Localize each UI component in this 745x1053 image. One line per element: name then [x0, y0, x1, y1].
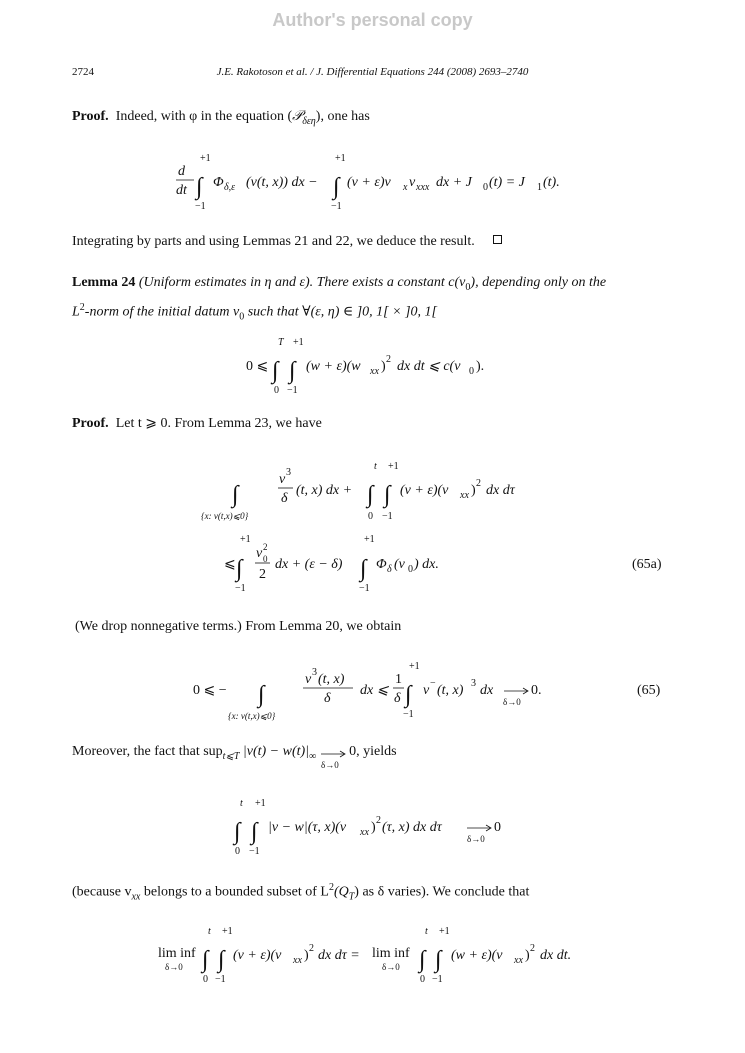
eqL-body2: )	[381, 359, 386, 374]
eqL-sup: 2	[386, 354, 391, 365]
integral-sign: ∫	[289, 358, 296, 384]
eqM-sub: xx	[360, 827, 369, 838]
eq65a-phi-arg: (v	[394, 557, 405, 572]
sentence-3-b: |v(t) − w(t)|	[242, 744, 310, 759]
eq65a-t-lower: 0	[368, 511, 373, 522]
integral-sign: ∫	[218, 947, 225, 973]
eq65-rhs-pow: 3	[471, 678, 476, 689]
eq65a-x-upper-3: +1	[364, 534, 375, 545]
watermark: Author's personal copy	[272, 10, 473, 30]
eq65a-x-lower: −1	[382, 511, 393, 522]
eqM-body2: )	[371, 820, 376, 835]
lemma-line2: -norm of the initial datum v	[84, 304, 240, 320]
eq65a-t-upper: t	[374, 461, 377, 472]
eq65a-mid: dx + (ε − δ)	[275, 557, 343, 572]
eqZ-liminf-1: lim inf	[158, 946, 196, 961]
eqZ-lhs-tail: dx dτ =	[318, 948, 360, 963]
eq65-x-lower: −1	[403, 709, 414, 720]
eqL-tail-sub: 0	[469, 366, 474, 377]
proof-1-after: ), one has	[315, 109, 370, 124]
equation-65	[0, 656, 745, 724]
integral-sign: ∫	[196, 174, 203, 200]
sentence-3-sub: t⩽T	[222, 750, 240, 762]
proof-1-before: Indeed, with φ in the equation (	[115, 109, 293, 124]
eq1-dt: dt	[176, 183, 187, 198]
eq65a-num: v	[279, 472, 286, 487]
eqZ-t-upper-2: t	[425, 926, 428, 937]
eq65a-frac2-sub: 0	[263, 554, 268, 564]
eqZ-t-lower-2: 0	[420, 974, 425, 985]
equation-1	[0, 148, 745, 214]
eqZ-rhs-sub: xx	[514, 955, 523, 966]
sentence-2: (We drop nonnegative terms.) From Lemma 20, we obtain	[75, 619, 402, 634]
limit-arrow-inline	[320, 742, 346, 770]
eq65a-rhs1-sup: 2	[476, 478, 481, 489]
sentence-4-d: ) as δ varies). We conclude that	[354, 884, 530, 900]
eqM-t-upper: t	[240, 798, 243, 809]
eq65-mid: dx ⩽	[360, 683, 389, 698]
arrow-icon	[320, 744, 346, 772]
eq65a-phi-end: ) dx.	[414, 557, 439, 572]
eqL-x-upper: +1	[293, 337, 304, 348]
sentence-4-c: (Q	[333, 884, 349, 900]
eq65a-num-sup: 3	[286, 467, 291, 478]
eq65-rhs: v	[423, 683, 430, 698]
eq65-limit-sub: δ→0	[503, 697, 521, 707]
eqZ-rhs-body: (w + ε)(v	[451, 948, 503, 963]
eq65a-phi: Φ	[376, 557, 387, 572]
eqM-body: |v − w|(τ, x)(v	[268, 820, 347, 835]
equation-number-65a: (65a)	[632, 557, 662, 572]
eqZ-lim-sub-1: δ→0	[165, 962, 183, 972]
integral-sign: ∫	[435, 947, 442, 973]
eqM-lim: δ→0	[467, 834, 485, 844]
integral-sign: ∫	[202, 947, 209, 973]
eqZ-t-upper-1: t	[208, 926, 211, 937]
eq1-j0-sub: 0	[483, 182, 488, 193]
sentence-1: Integrating by parts and using Lemmas 21 and 22, we deduce the result.	[72, 234, 475, 249]
eqZ-lhs-body: (v + ε)(v	[233, 948, 282, 963]
eq1-j1-arg: (t).	[543, 175, 560, 190]
eq1-phi: Φ	[213, 175, 224, 190]
lemma-sub0: 0	[465, 281, 471, 293]
lemma-label: Lemma 24	[72, 275, 136, 290]
eq65a-frac2-num: v	[256, 546, 263, 561]
eq65-num: v	[305, 672, 312, 687]
eqZ-lhs-sup: 2	[309, 943, 314, 954]
eqZ-rhs-end: )	[525, 948, 530, 963]
eq1-term2-sub2: xxx	[416, 182, 430, 193]
eqZ-x-lower-1: −1	[215, 974, 226, 985]
equation-last	[0, 921, 745, 985]
eq1-lower-2: −1	[331, 201, 342, 212]
lemma-italic-1: (Uniform estimates in η and ε). There exists a constant c(v	[138, 275, 466, 290]
integral-sign: ∫	[384, 482, 391, 508]
eqZ-x-upper-1: +1	[222, 926, 233, 937]
sentence-4-b: belongs to a bounded subset of L	[140, 884, 329, 900]
eqZ-x-upper-2: +1	[439, 926, 450, 937]
eqZ-x-lower-2: −1	[432, 974, 443, 985]
eqM-end: 0	[494, 820, 501, 835]
eqZ-rhs-sup: 2	[530, 943, 535, 954]
eq1-j0-arg: (t) = J	[489, 175, 525, 190]
eqZ-lim-sub-2: δ→0	[382, 962, 400, 972]
eqL-body: (w + ε)(w	[306, 359, 361, 374]
integral-sign: ∫	[234, 819, 241, 845]
eqL-tail-end: ).	[476, 359, 485, 374]
integral-sign: ∫	[236, 556, 243, 582]
sentence-4-sub2: T	[348, 891, 355, 903]
eq1-phi-arg: (v(t, x)) dx −	[246, 175, 318, 190]
eqZ-lhs-sub: xx	[293, 955, 302, 966]
integral-sign: ∫	[272, 358, 279, 384]
eq1-d: d	[178, 164, 185, 179]
eqL-t-lower: 0	[274, 385, 279, 396]
eq65-lhs: 0 ⩽ −	[193, 683, 227, 698]
sentence-3-c: 0, yields	[349, 744, 397, 759]
sentence-3-lim: δ→0	[320, 760, 339, 770]
eqM-tail: (τ, x) dx dτ	[382, 820, 442, 835]
eq1-j1-sub: 1	[537, 182, 542, 193]
sentence-moreover	[72, 742, 673, 770]
integral-sign: ∫	[251, 819, 258, 845]
eq65a-x-upper-2: +1	[240, 534, 251, 545]
sentence-integrating	[72, 232, 673, 252]
eq65-rhs-sup: −	[430, 678, 436, 689]
lemma-l-sup: 2	[79, 301, 85, 313]
equation-number-65: (65)	[637, 683, 661, 698]
sentence-because	[72, 878, 673, 907]
eq65a-x-lower-2: −1	[235, 583, 246, 594]
eq65a-rhs1-sub: xx	[460, 490, 469, 501]
eq65a-domain: {x: v(t,x)⩽0}	[201, 511, 249, 521]
proof-2-body: Let t ⩾ 0. From Lemma 23, we have	[115, 416, 322, 431]
eqM-x-upper: +1	[255, 798, 266, 809]
sentence-3-inf: ∞	[309, 750, 317, 762]
equation-mid	[0, 793, 745, 857]
eq65a-rhs1-tail: dx dτ	[486, 483, 515, 498]
sentence-4-sub: xx	[131, 891, 141, 903]
eq65-rhs-dx: dx	[480, 683, 494, 698]
integral-sign: ∫	[367, 482, 374, 508]
integral-sign: ∫	[232, 482, 239, 508]
eq65-den: δ	[324, 691, 331, 706]
eqZ-liminf-2: lim inf	[372, 946, 410, 961]
eq65a-le: ⩽	[224, 557, 236, 572]
eqZ-lhs-end: )	[304, 948, 309, 963]
integral-sign: ∫	[360, 556, 367, 582]
eq65a-phi-arg-sub: 0	[408, 564, 413, 575]
eq65a-tail: (t, x) dx +	[296, 483, 353, 498]
eqL-tail: dx dt ⩽ c(v	[397, 359, 461, 374]
equation-lemma	[0, 332, 745, 398]
proof-label: Proof.	[72, 416, 109, 431]
eq65-num-sup: 3	[312, 667, 317, 678]
eqL-sub: xx	[370, 366, 379, 377]
lemma-l: L	[72, 304, 80, 320]
proof-label: Proof.	[72, 109, 109, 124]
proof-2-text	[72, 414, 673, 434]
eqM-t-lower: 0	[235, 846, 240, 857]
eqM-sup: 2	[376, 815, 381, 826]
integral-sign: ∫	[405, 682, 412, 708]
eq1-phi-sub: δ,ε	[224, 182, 236, 193]
eq65-rhs-arg: (t, x)	[437, 683, 464, 698]
eq-ref: 𝒫	[292, 109, 303, 124]
page-number: 2724	[72, 66, 94, 78]
eq65a-x-lower-3: −1	[359, 583, 370, 594]
sentence-4-sup: 2	[328, 882, 334, 893]
eq-ref-sub: δεη	[302, 115, 316, 127]
eq65a-frac2-den: 2	[259, 567, 266, 582]
equation-65a	[0, 456, 745, 600]
eq65-one: 1	[395, 672, 402, 687]
eq65a-den: δ	[281, 491, 288, 506]
sentence-drop	[75, 617, 676, 637]
qed-box	[493, 235, 502, 244]
eq65a-rhs1: (v + ε)(v	[400, 483, 449, 498]
eq1-term2-sub1: x	[403, 182, 408, 193]
eq65-domain: {x: v(t,x)⩽0}	[228, 711, 276, 721]
eq65a-rhs1-end: )	[471, 483, 476, 498]
lemma-line2-sub: 0	[239, 311, 245, 323]
eq65a-phi-sub: δ	[387, 564, 392, 575]
lemma-24	[72, 273, 673, 327]
eqZ-rhs-tail: dx dt.	[540, 948, 572, 963]
sentence-4-a: (because v	[72, 884, 132, 900]
sentence-3-a: Moreover, the fact that sup	[72, 744, 223, 759]
lemma-italic-2: ), depending only on the	[470, 275, 607, 290]
integral-sign: ∫	[419, 947, 426, 973]
proof-1-text	[72, 107, 673, 132]
eqM-x-lower: −1	[249, 846, 260, 857]
eqL-lhs: 0 ⩽	[246, 359, 269, 374]
eqZ-t-lower-1: 0	[203, 974, 208, 985]
eq65-delta: δ	[394, 691, 401, 706]
eq65a-frac2-sup: 2	[263, 542, 268, 552]
lemma-line2-end: such that ∀(ε, η) ∈ ]0, 1[ × ]0, 1[	[244, 304, 437, 320]
eq1-upper-2: +1	[335, 153, 346, 164]
eq1-term2-end: dx + J	[436, 175, 472, 190]
eqL-x-lower: −1	[287, 385, 298, 396]
eq1-term2-mid: v	[409, 175, 416, 190]
integral-sign: ∫	[258, 682, 265, 708]
eq1-term2: (v + ε)v	[347, 175, 391, 190]
eq1-lower-1: −1	[195, 201, 206, 212]
eq65-rhs-end: 0.	[531, 683, 542, 698]
integral-sign: ∫	[333, 174, 340, 200]
eq1-upper-1: +1	[200, 153, 211, 164]
eq65a-x-upper: +1	[388, 461, 399, 472]
eq65-num-arg: (t, x)	[318, 672, 345, 687]
eqL-t-upper: T	[278, 337, 284, 348]
eq65-x-upper: +1	[409, 661, 420, 672]
journal-citation: J.E. Rakotoson et al. / J. Differential Equations 244 (2008) 2693–2740	[216, 66, 529, 78]
